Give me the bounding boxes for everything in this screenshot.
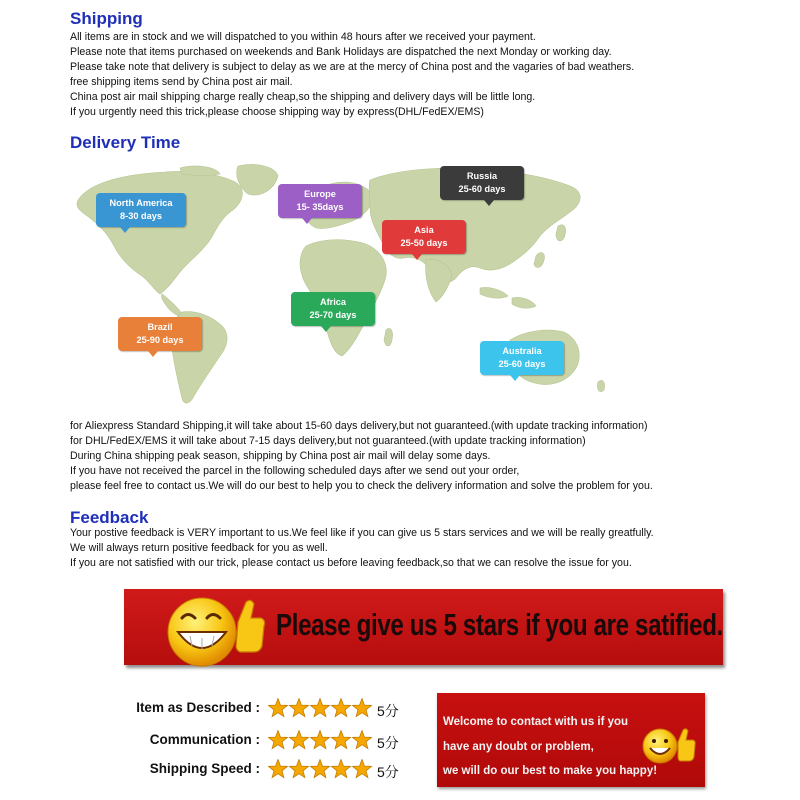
star-icon [310,760,329,778]
region-brazil [118,317,202,351]
shipping-line: All items are in stock and we will dispatched to you within 48 hours after we received your payment. [70,31,536,43]
star-icon [289,699,308,717]
rating-label: Item as Described : [136,700,260,715]
region-days: 25-90 days [136,335,184,345]
contact-line: Welcome to contact with us if you [443,716,629,728]
delivery-line: for Aliexpress Standard Shipping,it will take about 15-60 days delivery,but not guaranteed.(with update tracking information) [70,420,648,432]
star-icon [310,731,329,749]
banner-text: Please give us 5 stars if you are satified. [276,607,723,642]
star-icon [331,731,350,749]
region-days: 25-60 days [498,359,546,369]
region-name: Asia [414,225,434,235]
rating-stars [268,698,374,718]
rating-stars [268,730,374,750]
region-africa [291,292,375,326]
star-icon [352,699,371,717]
region-europe [278,184,362,218]
shipping-line: Please note that items purchased on weekends and Bank Holidays are dispatched the next Monday or working day. [70,46,612,58]
region-name: North America [109,198,173,208]
rating-score: 5分 [377,735,399,751]
region-name: Brazil [147,322,173,332]
delivery-line: During China shipping peak season, shipping by China post air mail will delay some days. [70,450,491,462]
star-icon [268,699,287,717]
rating-label: Communication : [149,732,260,747]
region-name: Russia [466,171,498,181]
smiley-thumbs-up-icon [640,722,702,768]
delivery-text [70,419,653,494]
delivery-title: Delivery Time [70,133,181,152]
shipping-line: If you urgently need this trick,please choose shipping way by express(DHL/FedEX/EMS) [70,106,484,118]
region-days: 8-30 days [120,211,162,221]
star-icon [289,760,308,778]
region-name: Africa [319,297,347,307]
region-asia [382,220,466,254]
star-icon [289,731,308,749]
region-australia [480,341,564,375]
feedback-line: If you are not satisfied with our trick, please contact us before leaving feedback,so that we can resolve the issue for you. [70,557,632,569]
star-icon [331,699,350,717]
rating-stars [268,759,374,779]
rating-score: 5分 [377,764,399,780]
feedback-line: We will always return positive feedback for you as well. [70,542,328,554]
shipping-line: China post air mail shipping charge really cheap,so the shipping and delivery days will be little long. [70,91,536,103]
rating-label: Shipping Speed : [149,761,260,776]
shipping-line: free shipping items send by China post air mail. [70,76,293,88]
region-days: 25-50 days [400,238,448,248]
shipping-line: Please take note that delivery is subject to delay as we are at the mercy of China post and the vagaries of bad weathers. [70,61,635,73]
region-name: Australia [502,346,542,356]
delivery-line: please feel free to contact us.We will do our best to help you to check the delivery information and solve the problem for you. [70,480,653,492]
delivery-line: If you have not received the parcel in the following scheduled days after we send out your order, [70,465,520,477]
region-north-america [96,193,186,227]
region-name: Europe [304,189,336,199]
region-days: 15- 35days [296,202,344,212]
feedback-line: Your postive feedback is VERY important to us.We feel like if you can give us 5 stars services and we will be really greatfully. [70,527,654,539]
region-days: 25-60 days [458,184,506,194]
shipping-title: Shipping [70,9,143,28]
delivery-line: for DHL/FedEX/EMS it will take about 7-15 days delivery,but not guaranteed.(with update tracking information) [70,435,586,447]
star-icon [310,699,329,717]
rating-score: 5分 [377,703,399,719]
contact-line: we will do our best to make you happy! [443,765,658,777]
star-icon [268,731,287,749]
feedback-text [70,526,654,571]
region-days: 25-70 days [309,310,357,320]
star-icon [352,731,371,749]
star-icon [352,760,371,778]
smiley-thumbs-up-icon [160,590,270,670]
region-russia [440,166,524,200]
feedback-title: Feedback [70,508,149,527]
contact-line: have any doubt or problem, [443,741,594,753]
shipping-text [70,30,634,120]
star-icon [268,760,287,778]
star-icon [331,760,350,778]
